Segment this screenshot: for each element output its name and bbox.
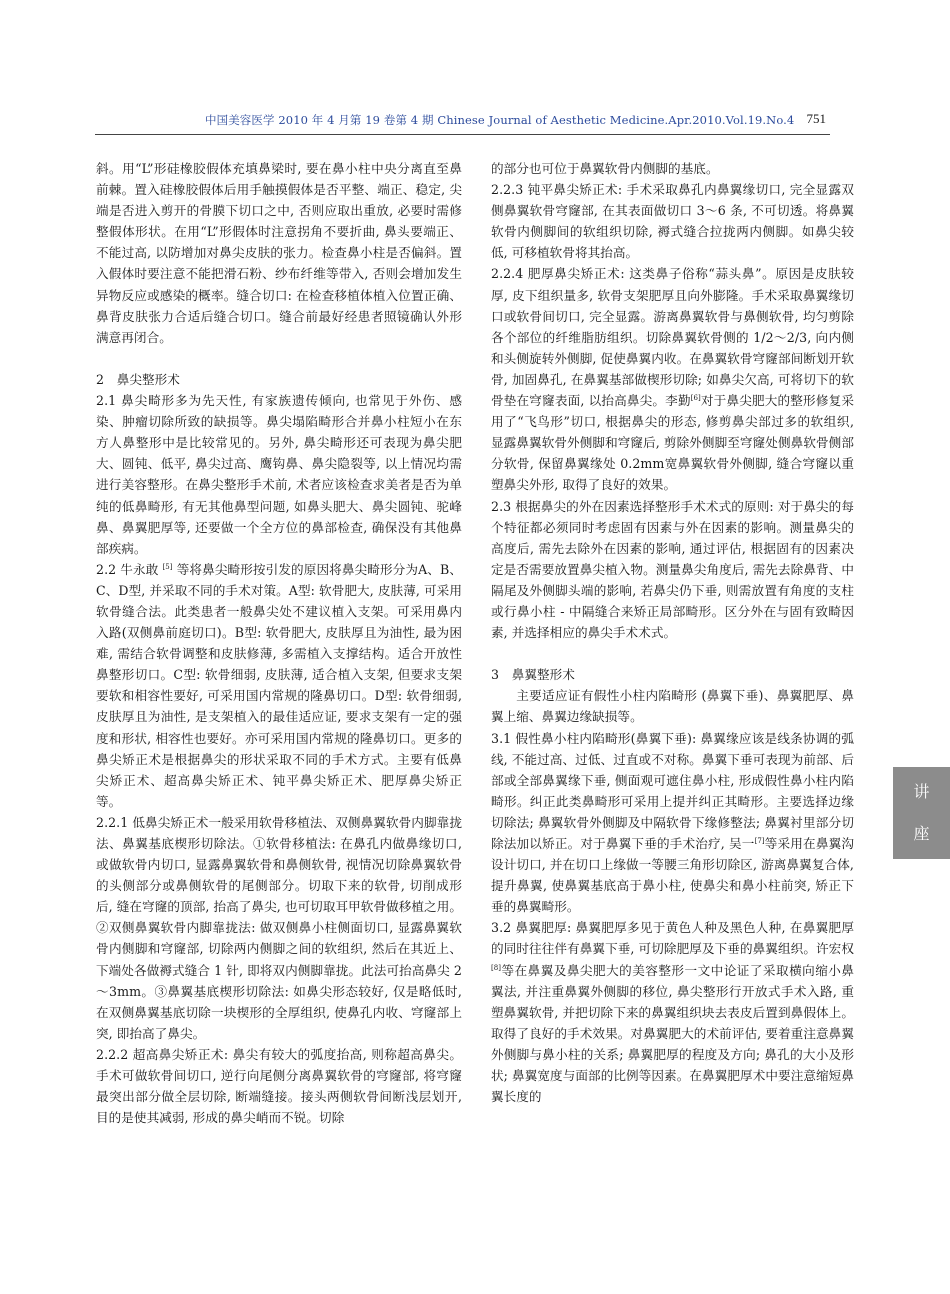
side-tab-char-2: 座 [913,824,930,843]
section-spacer [491,643,854,664]
paragraph-continuation: 斜。用“L”形硅橡胶假体充填鼻梁时, 要在鼻小柱中央分离直至鼻前棘。置入硅橡胶假体后用手触摸假体是否平整、端正、稳定, 尖端是否进入剪开的骨膜下切口之中, 否则应取出重放, 必要时需修整假体形状。在用“L”形假体时注意拐角不要折曲, 鼻头要端正、不能过高, 以防增加对鼻尖皮肤的张力。检查鼻小柱是否偏斜。置入假体时要注意不能把滑石粉、纱布纤维等带入, 否则会增加发生异物反应或感染的概率。缝合切口: 在检查移植体植入位置正确、鼻背皮肤张力合适后缝合切口。缝合前最好经患者照镜确认外形满意再闭合。 [96,161,462,345]
paragraph-3-intro: 主要适应证有假性小柱内陷畸形 (鼻翼下垂)、鼻翼肥厚、鼻翼上缩、鼻翼边缘缺损等。 [491,688,854,725]
page-number: 751 [806,111,826,126]
paragraph-2-2-text-a: 2.2 牛永敢 [96,561,163,577]
paragraph-2-2-4-text-a: 2.2.4 肥厚鼻尖矫正术: 这类鼻子俗称“蒜头鼻”。原因是皮肤较厚, 皮下组织量多, 软骨支架肥厚且向外膨隆。手术采取鼻翼缘切口或软骨间切口, 完全显露。游离鼻翼软骨与鼻侧软骨, 均匀剪除各个部位的纤维脂肪组织。切除鼻翼软骨侧的 1/2～2/3, 向内侧和头侧旋转外侧脚, 促使鼻翼内收。在鼻翼软骨穹窿部间断划开软骨, 加固鼻孔, 在鼻翼基部做楔形切除; 如鼻尖欠高, 可将切下的软骨垫在穹窿表面, 以抬高鼻尖。李勤 [491,266,854,409]
right-column [491,158,854,1107]
paragraph-2-2-2: 2.2.2 超高鼻尖矫正术: 鼻尖有较大的弧度抬高, 则称超高鼻尖。手术可做软骨间切口, 逆行向尾侧分离鼻翼软骨的穹窿部, 将穹窿最突出部分做全层切除, 断端缝接。接头两侧软骨间断浅层划开, 目的是使其减弱, 形成的鼻尖峭而不锐。切除 [96,1046,462,1126]
section-heading-ala: 3 鼻翼整形术 [491,667,575,683]
paragraph-3-1 [491,728,854,918]
journal-header-title: 中国美容医学 2010 年 4 月第 19 卷第 4 期 Chinese Journal of Aesthetic Medicine.Apr.2010.Vol.19.No.4 [205,113,795,127]
paragraph-2-2 [96,559,462,812]
citation-6: [6] [690,393,701,402]
citation-7: [7] [754,836,765,845]
section-heading-nasal-tip: 2 鼻尖整形术 [96,371,180,387]
paragraph-2-2-4-text-b: 对于鼻尖肥大的整形修复采用了“飞鸟形”切口, 根据鼻尖的形态, 修剪鼻尖部过多的软组织, 显露鼻翼软骨外侧脚和穹窿后, 剪除外侧脚至穹窿处侧鼻软骨侧部分软骨, 保留鼻翼缘处 0.2mm宽鼻翼软骨外侧脚, 缝合穹窿以重塑鼻尖外形, 取得了良好的效果。 [491,393,854,493]
paragraph-2-2-3: 2.2.3 钝平鼻尖矫正术: 手术采取鼻孔内鼻翼缘切口, 完全显露双侧鼻翼软骨穹窿部, 在其表面做切口 3～6 条, 不可切透。将鼻翼软骨内侧脚间的软组织切除, 褥式缝合拉拢两内侧脚。如鼻尖较低, 可移植软骨将其抬高。 [491,182,854,261]
section-side-tab [893,767,950,859]
paragraph-3-2-text-a: 3.2 鼻翼肥厚: 鼻翼肥厚多见于黄色人种及黑色人种, 在鼻翼肥厚的同时往往伴有鼻翼下垂, 可切除肥厚及下垂的鼻翼组织。许宏权 [491,920,854,957]
running-header [95,112,830,135]
section-spacer [96,348,462,369]
side-tab-char-1: 讲 [913,782,930,801]
paragraph-3-2-text-b: 等在鼻翼及鼻尖肥大的美容整形一文中论证了采取横向缩小鼻翼法, 并注重鼻翼外侧脚的移位, 鼻尖整形行开放式手术入路, 重塑鼻翼软骨, 并把切除下来的鼻翼组织块去表皮后置到鼻假体上。取得了良好的手术效果。对鼻翼肥大的术前评估, 要着重注意鼻翼外侧脚与鼻小柱的关系; 鼻翼肥厚的程度及方向; 鼻孔的大小及形状; 鼻翼宽度与面部的比例等因素。在鼻翼肥厚术中要注意缩短鼻翼长度的 [491,962,854,1105]
left-column [96,158,462,1128]
paragraph-2-2-1: 2.2.1 低鼻尖矫正术一般采用软骨移植法、双侧鼻翼软骨内脚靠拢法、鼻翼基底楔形切除法。①软骨移植法: 在鼻孔内做鼻缘切口, 或做软骨内切口, 显露鼻翼软骨和鼻侧软骨, 视情况切除鼻翼软骨的头侧部分或鼻侧软骨的尾侧部分。切取下来的软骨, 切削成形后, 缝在穹窿的顶部, 抬高了鼻尖, 也可切取耳甲软骨做移植之用。②双侧鼻翼软骨内脚靠拢法: 做双侧鼻小柱侧面切口, 显露鼻翼软骨内侧脚和穹窿部, 切除两内侧脚之间的软组织, 然后在其近上、下端处各做褥式缝合 1 针, 即将双内侧脚靠拢。此法可抬高鼻尖 2～3mm。③鼻翼基底楔形切除法: 如鼻尖形态较好, 仅是略低时, 在双侧鼻翼基底切除一块楔形的全厚组织, 使鼻孔内收、穹窿部上突, 即抬高了鼻尖。 [96,814,462,1041]
citation-5: [5] [162,562,173,571]
paragraph-2-1: 2.1 鼻尖畸形多为先天性, 有家族遗传倾向, 也常见于外伤、感染、肿瘤切除所致的缺损等。鼻尖塌陷畸形合并鼻小柱短小在东方人鼻整形中是比较常见的。另外, 鼻尖畸形还可表现为鼻尖肥大、圆钝、低平, 鼻尖过高、鹰钩鼻、鼻尖隐裂等, 以上情况均需进行美容整形。在鼻尖整形手术前, 术者应该检查求美者是否为单纯的低鼻畸形, 有无其他鼻型问题, 如鼻头肥大、鼻尖圆钝、驼峰鼻、鼻翼肥厚等, 还要做一个全方位的鼻部检查, 确保没有其他鼻部疾病。 [96,393,462,556]
paragraph-2-2-text-b: 等将鼻尖畸形按引发的原因将鼻尖畸形分为A、B、C、D型, 并采取不同的手术对策。A型: 软骨肥大, 皮肤薄, 可采用软骨缝合法。此类患者一般鼻尖处不建议植入支架。可采用鼻内入路(双侧鼻前庭切口)。B型: 软骨肥大, 皮肤厚且为油性, 最为困难, 需结合软骨调整和皮肤修薄, 多需植入支撑结构。适合开放性鼻整形切口。C型: 软骨细弱, 皮肤薄, 适合植入支架, 但要求支架要软和相容性要好, 可采用国内常规的隆鼻切口。D型: 软骨细弱, 皮肤厚且为油性, 是支架植入的最佳适应证, 要求支架有一定的强度和形状, 相容性也要好。亦可采用国内常规的隆鼻切口。更多的鼻尖矫正术是根据鼻尖的形状采取不同的手术方式。主要有低鼻尖矫正术、超高鼻尖矫正术、钝平鼻尖矫正术、肥厚鼻尖矫正等。 [96,561,462,809]
paragraph-3-1-text-b: 等采用在鼻翼沟设计切口, 并在切口上缘做一等腰三角形切除区, 游离鼻翼复合体, 提升鼻翼, 使鼻翼基底高于鼻小柱, 使鼻尖和鼻小柱前突, 矫正下垂的鼻翼畸形。 [491,836,855,915]
paragraph-2-3: 2.3 根据鼻尖的外在因素选择整形手术术式的原则: 对于鼻尖的每个特征都必须同时考虑固有因素与外在因素的影响。测量鼻尖的高度后, 需先去除外在因素的影响, 通过评估, 根据固有的因素决定是否需要放置鼻尖植入物。测量鼻尖角度后, 需先去除鼻背、中隔尾及外侧脚头端的影响, 若鼻尖仍下垂, 则需放置有角度的支柱或行鼻小柱 - 中隔缝合来矫正局部畸形。区分外在与固有致畸因素, 并选择相应的鼻尖手术术式。 [491,498,854,641]
citation-8: [8] [491,963,502,972]
paragraph-3-1-text-a: 3.1 假性鼻小柱内陷畸形(鼻翼下垂): 鼻翼缘应该是线条协调的弧线, 不能过高、过低、过直或不对称。鼻翼下垂可表现为前部、后部或全部鼻翼缘下垂, 侧面观可遮住鼻小柱, 形成假性鼻小柱内陷畸形。纠正此类鼻畸形可采用上提并纠正其畸形。主要选择边缘切除法; 鼻翼软骨外侧脚及中隔软骨下缘修整法; 鼻翼衬里部分切除法加以矫正。对于鼻翼下垂的手术治疗, 吴一 [491,730,854,851]
paragraph-2-2-4 [491,263,854,495]
paragraph-continuation-right: 的部分也可位于鼻翼软骨内侧脚的基底。 [491,161,719,176]
paragraph-3-2 [491,917,854,1107]
